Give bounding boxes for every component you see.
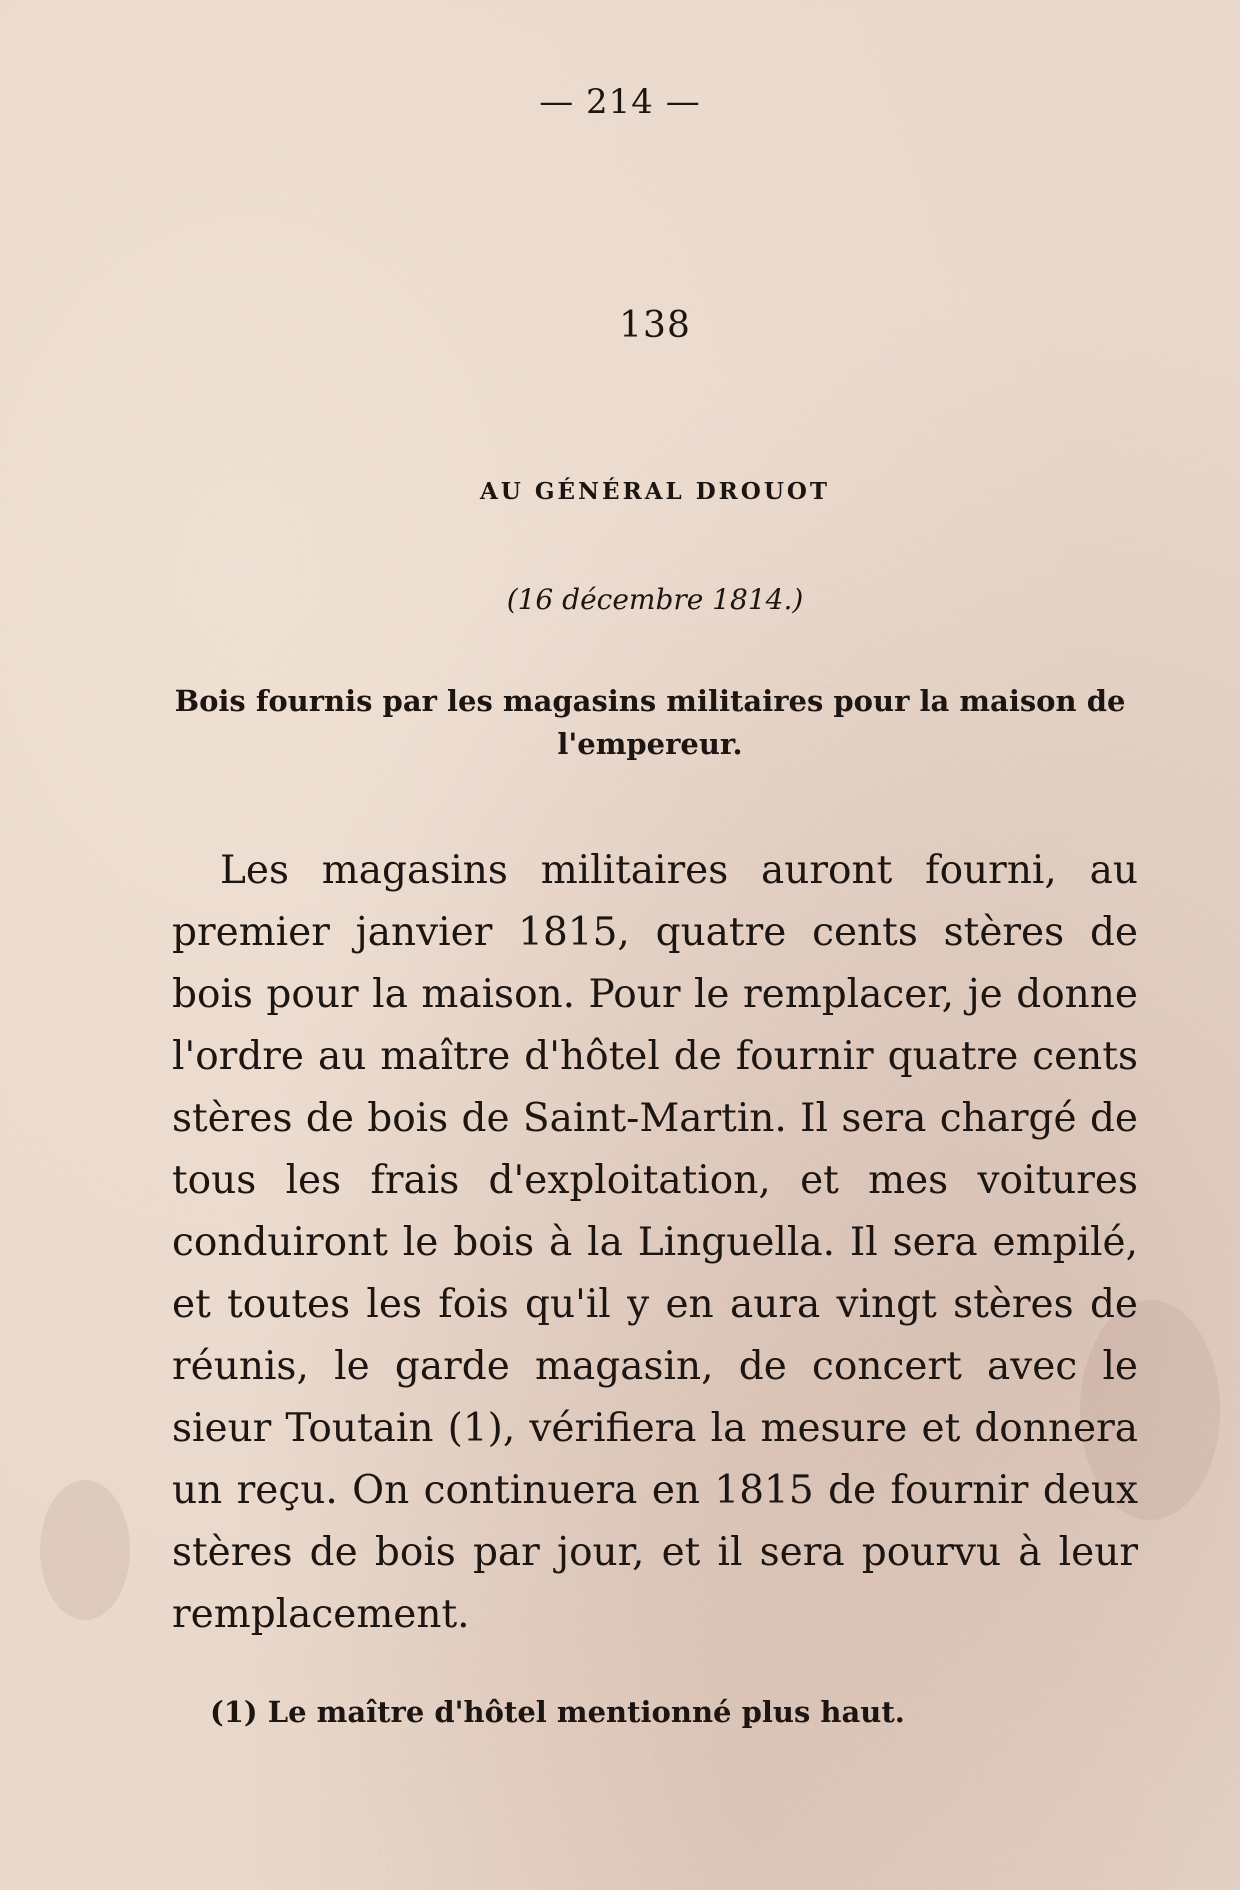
- paper-stain: [40, 1480, 130, 1620]
- page-number: — 214 —: [539, 82, 701, 122]
- letter-summary: Bois fournis par les magasins militaires pour la maison de l'empereur.: [174, 684, 1126, 761]
- letter-body: Les magasins militaires auront fourni, au premier janvier 1815, quatre cents stères de bois pour la maison. Pour le remplacer, je donne l'ordre au maître d'hôtel de fournir quatre cents stères de bois de Saint-Martin. Il sera chargé de tous les frais d'exploitation, et mes voitures conduiront le bois à la Linguella. Il sera empilé, et toutes les fois qu'il y en aura vingt stères de réunis, le garde magasin, de concert avec le sieur Toutain (1), vérifiera la mesure et donnera un reçu. On continuera en 1815 de fournir deux stères de bois par jour, et il sera pourvu à leur remplacement.: [172, 848, 1138, 1637]
- footnote: (1) Le maître d'hôtel mentionné plus haut.: [210, 1695, 905, 1729]
- addressee-heading: AU GÉNÉRAL DROUOT: [479, 478, 831, 505]
- letter-date: (16 décembre 1814.): [506, 583, 804, 616]
- letter-number: 138: [619, 305, 691, 346]
